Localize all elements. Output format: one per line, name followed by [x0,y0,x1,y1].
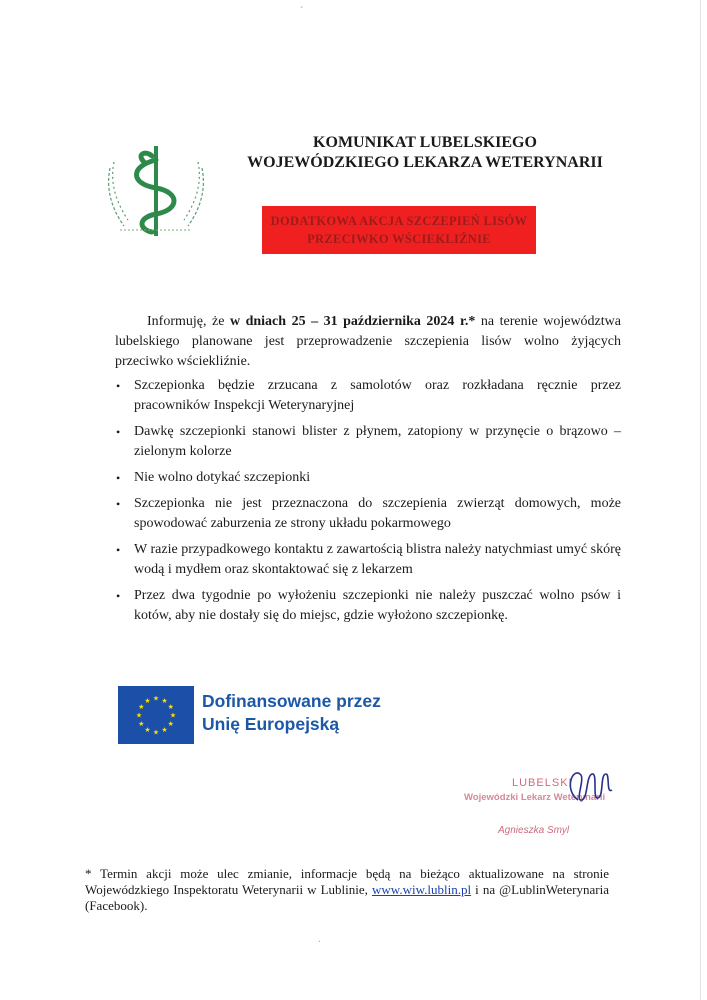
intro-paragraph [115,312,621,372]
eu-star-icon: ★ [169,711,177,720]
eu-star-icon: ★ [167,720,174,728]
stamp-line: Wojewódzki Lekarz Weterynarii [464,792,606,803]
footnote-text: i na @LublinWeterynaria (Facebook). [85,882,609,913]
eu-star-icon: ★ [144,726,151,735]
footnote-text: * Termin akcji może ulec zmianie, informacje będą na bieżąco aktualizowane na stronie Wojewódzkiego Inspektoratu Weterynarii w Lublinie, [85,866,609,897]
list-item [116,422,621,462]
website-link[interactable]: www.wiw.lublin.pl [372,882,472,897]
eu-star-icon: ★ [161,726,168,735]
bullet-icon: • [116,471,121,485]
list-item-text: Dawkę szczepionki stanowi blister z płynem, zatopiony w przynęcie o brązowo – zielonym kolorze [134,424,621,459]
eu-star-icon: ★ [152,694,160,703]
list-item-text: W razie przypadkowego kontaktu z zawartością blistra należy natychmiast umyć skórę wodą i mydłem oraz skontaktować się z lekarzem [134,542,621,577]
bullet-icon: • [116,543,121,557]
eu-text-line: Unię Europejską [202,714,340,734]
list-item [116,468,621,488]
list-item [116,586,621,626]
list-item-text: Szczepionka będzie zrzucana z samolotów oraz rozkładana ręcznie przez pracowników Inspekcji Weterynaryjnej [134,378,621,413]
eu-star-icon: ★ [138,703,145,711]
eu-star-icon: ★ [167,703,174,711]
list-item [116,494,621,534]
list-item [116,540,621,580]
scan-edge [700,0,701,1000]
eu-star-icon: ★ [144,696,151,705]
eu-star-icon: ★ [152,728,160,737]
intro-lead: Informuję, że [147,314,230,329]
bullet-icon: • [116,379,121,393]
banner-line: DODATKOWA AKCJA SZCZEPIEŃ LISÓW [270,214,528,228]
signature-icon [560,760,620,820]
banner-line: PRZECIWKO WŚCIEKLIŹNIE [307,232,491,246]
eu-star-icon: ★ [135,711,143,720]
page-title [220,133,630,173]
eu-star-icon: ★ [138,720,145,728]
scan-speck: ˑ [318,938,321,949]
stamp-line: Agnieszka Smyl [498,825,570,836]
bullet-icon: • [116,425,121,439]
caduceus-emblem-icon [100,138,212,242]
list-item-text: Nie wolno dotykać szczepionki [134,470,311,485]
eu-flag-icon [118,686,194,744]
intro-rest: na terenie województwa lubelskiego planowane jest przeprowadzenie szczepienia lisów wolno żyjących przeciwko wściekliźnie. [115,314,621,369]
list-item-text: Szczepionka nie jest przeznaczona do szczepienia zwierząt domowych, może spowodować zaburzenia ze strony układu pokarmowego [134,496,621,531]
bullet-icon: • [116,589,121,603]
stamp-line: LUBELSKI [512,777,573,789]
intro-dates: w dniach 25 – 31 października 2024 r.* [229,314,476,329]
footnote [85,866,609,914]
eu-funding-label [202,690,381,736]
title-line: WOJEWÓDZKIEGO LEKARZA WETERYNARII [247,154,603,171]
announcement-body [115,312,621,632]
eu-star-icon: ★ [161,696,168,705]
eu-text-line: Dofinansowane przez [202,691,381,711]
list-item-text: Przez dwa tygodnie po wyłożeniu szczepionki nie należy puszczać wolno psów i kotów, aby nie dostały się do miejsc, gdzie wyłożono szczepionkę. [134,588,621,623]
bullet-icon: • [116,497,121,511]
highlight-banner [262,206,536,254]
scan-speck: ˊ [300,6,304,17]
title-line: KOMUNIKAT LUBELSKIEGO [313,134,537,151]
list-item [116,376,621,416]
bullet-list [115,376,621,626]
